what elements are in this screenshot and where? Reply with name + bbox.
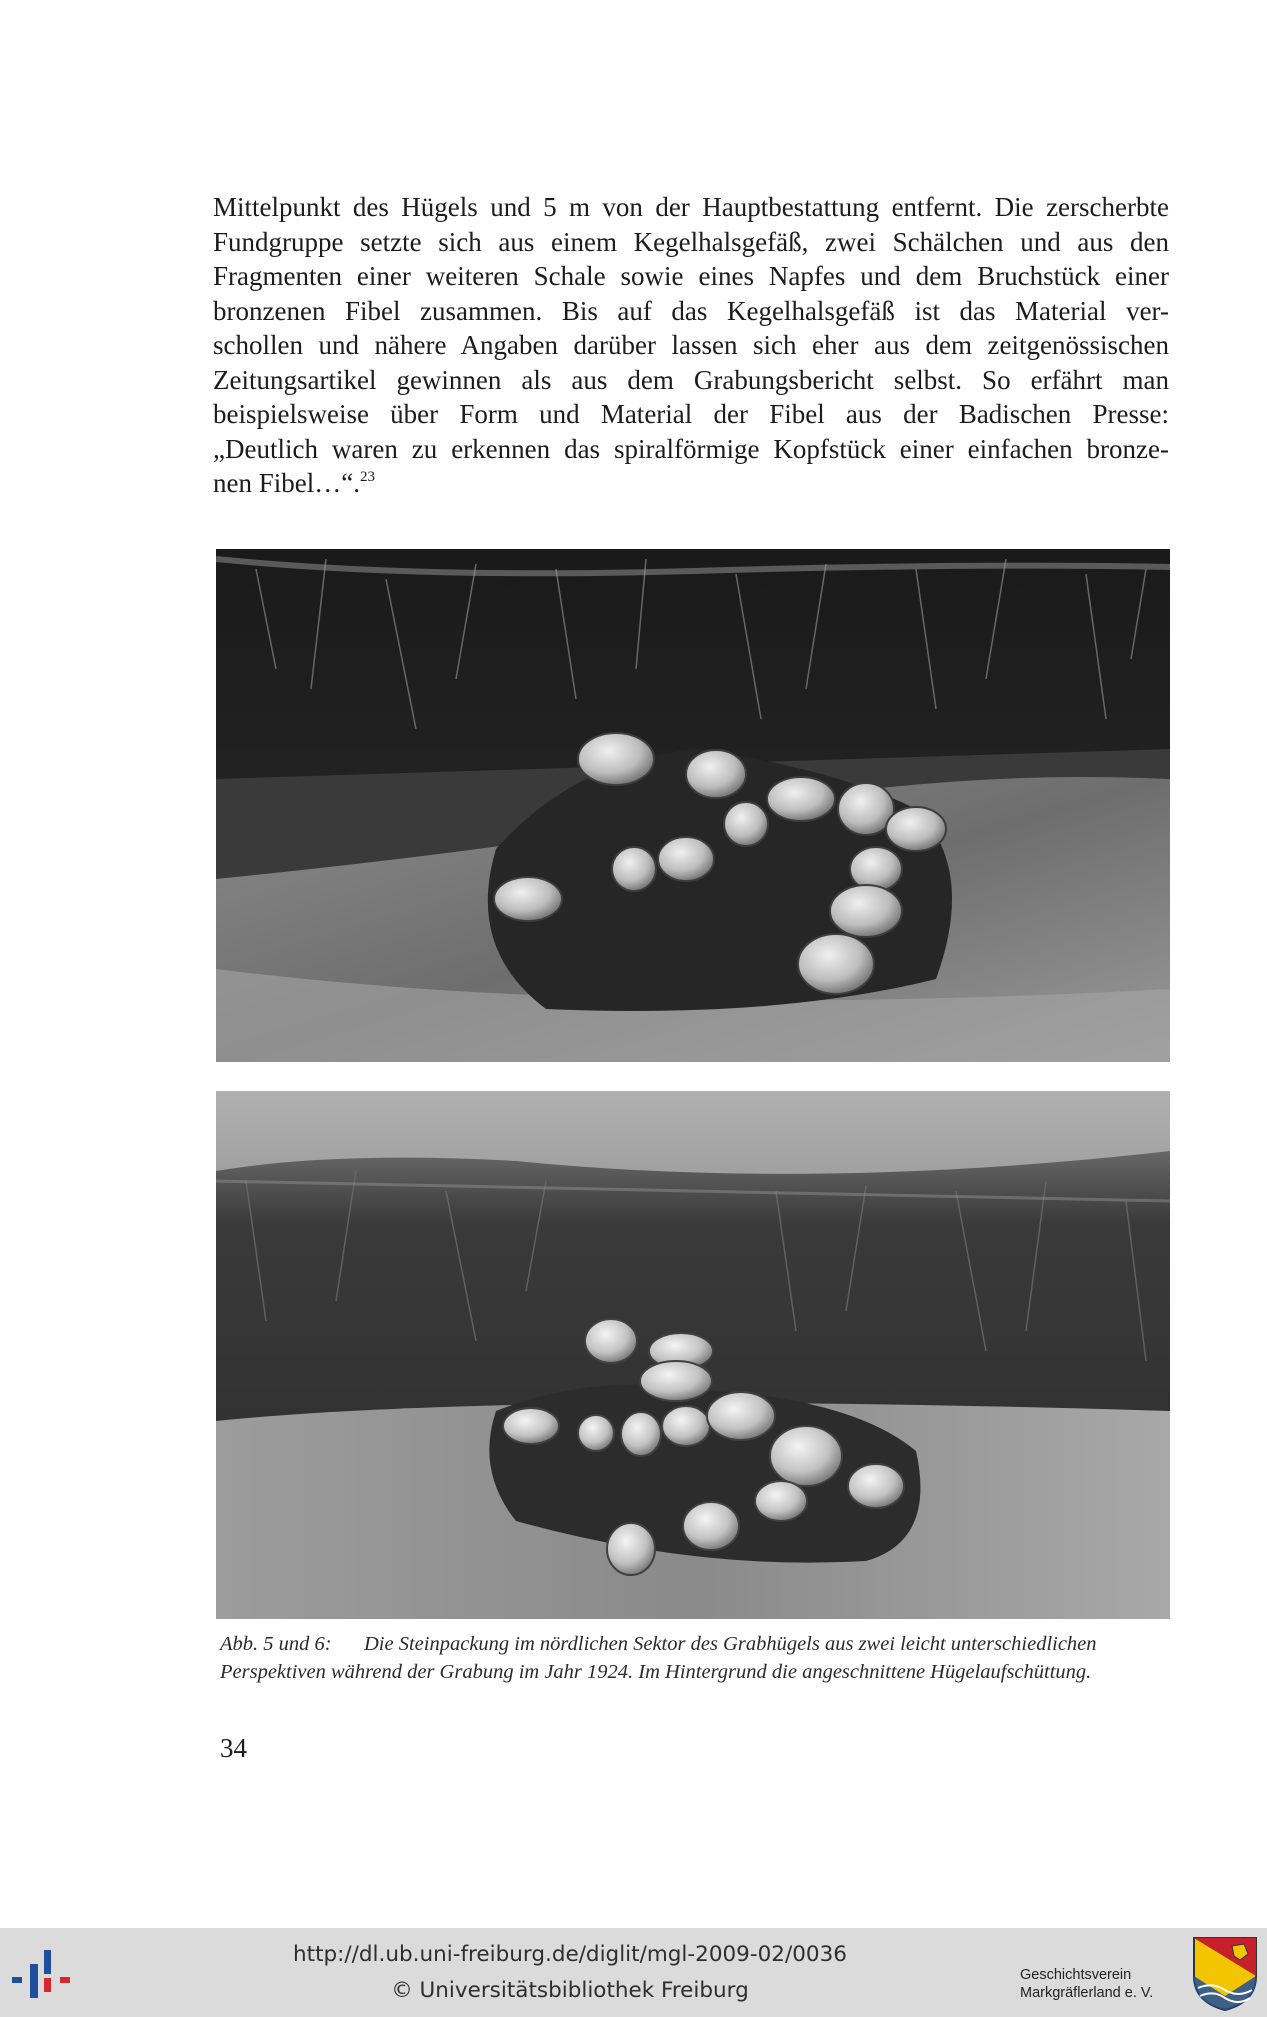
- society-crest-icon: [1192, 1936, 1258, 2012]
- excavation-photo-2: [216, 1091, 1170, 1619]
- body-line: Zeitungsartikel gewinnen als aus dem Grabungsbericht selbst. So erfährt man: [213, 364, 1169, 395]
- footnote-reference: 23: [359, 469, 375, 485]
- body-line-text: nen Fibel…“.: [213, 468, 360, 498]
- body-paragraph: [213, 190, 1169, 501]
- body-line: Fragmenten einer weiteren Schale sowie eines Napfes und dem Bruchstück einer: [213, 261, 1169, 291]
- digital-library-url[interactable]: http://dl.ub.uni-freiburg.de/diglit/mgl-2009-02/0036: [293, 1942, 847, 1967]
- footer-bar: [0, 1928, 1267, 2017]
- caption-text-1: Die Steinpackung im nördlichen Sektor des Grabhügels aus zwei leicht unterschiedlichen: [364, 1633, 1097, 1655]
- body-line: „Deutlich waren zu erkennen das spiralförmige Kopfstück einer einfachen bronze-: [213, 433, 1169, 464]
- caption-label: Abb. 5 und 6:: [220, 1633, 332, 1655]
- body-line: Fundgruppe setzte sich aus einem Kegelhalsgefäß, zwei Schälchen und aus den: [213, 226, 1169, 257]
- society-name: [1020, 1966, 1190, 2002]
- library-logo-icon: [10, 1950, 80, 1998]
- body-line: bronzenen Fibel zusammen. Bis auf das Kegelhalsgefäß ist das Material ver-: [213, 295, 1169, 326]
- caption-line-1: [220, 1630, 1171, 1658]
- copyright-notice: © Universitätsbibliothek Freiburg: [391, 1978, 749, 2003]
- society-line-2: Markgräflerland e. V.: [1020, 1985, 1154, 2001]
- page-number: 34: [220, 1733, 247, 1763]
- caption-line-2: Perspektiven während der Grabung im Jahr 1924. Im Hintergrund die angeschnittene Hügelaufschüttung.: [220, 1661, 1092, 1683]
- society-line-1: Geschichtsverein: [1020, 1967, 1132, 1983]
- figure-caption: [220, 1630, 1171, 1686]
- excavation-photo-1: [216, 549, 1170, 1062]
- body-line-last: [213, 466, 1169, 501]
- body-line: Mittelpunkt des Hügels und 5 m von der Hauptbestattung entfernt. Die zerscherbte: [213, 192, 1169, 222]
- body-line: schollen und nähere Angaben darüber lassen sich eher aus dem zeitgenössischen: [213, 330, 1169, 360]
- body-line: beispielsweise über Form und Material der Fibel aus der Badischen Presse:: [213, 399, 1169, 429]
